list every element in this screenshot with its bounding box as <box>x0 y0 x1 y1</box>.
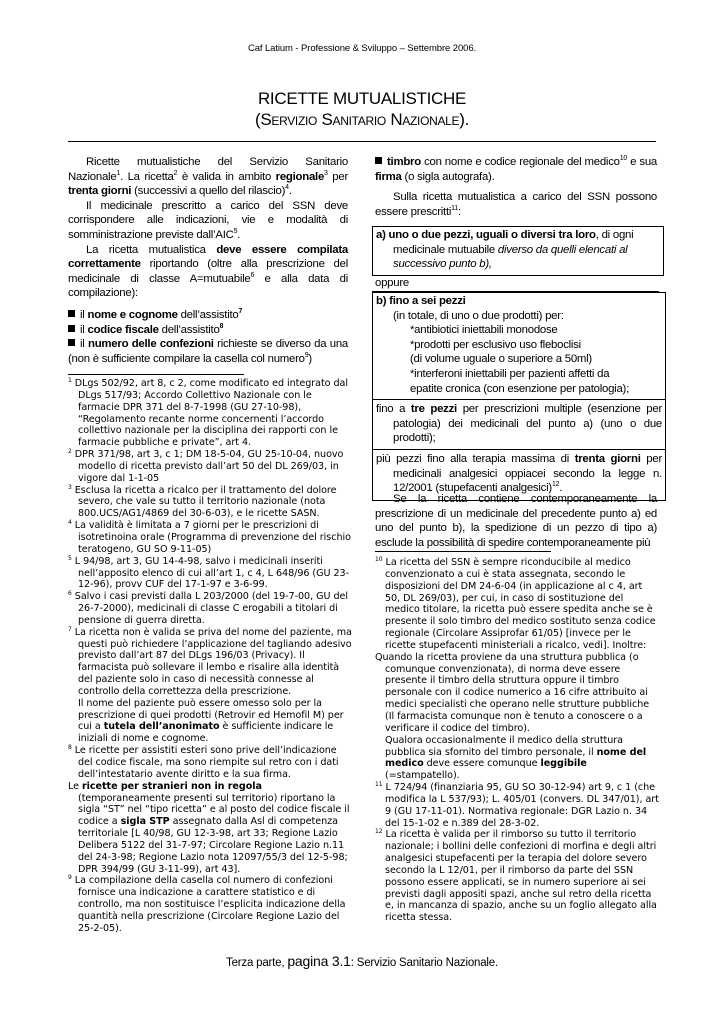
footnote-10: $^{10}$ La ricetta del SSN è sempre riconducibile al medico convenzionato a cui è stata assegnata, secondo le disposizioni del DM 24-6-04 (in applicazione al c 4, art 50, DL 269/03), per cui, in caso di sostituzione del medico titolare, la ricetta può essere spedita anche se è presente il solo timbro del medico sostituto senza codice regionale (Circolare Assiprofar 61/05) [invece per le ricette stupefacenti ministeriali a ricalco, vedi]. Inoltre: <box>375 555 656 651</box>
footnote-12: $^{12}$ La ricetta è valida per il rimborso su tutto il territorio nazionale; i bollini delle confezioni di morfina e degli altri analgesici stupefacenti per la terapia del dolore severo secondo la L 12/01, per il rimborso da parte del SSN possono essere applicati, se in numero superiore ai sei previsti dagli appositi spazi, anche sul retro della ricetta e, in mancanza di spazio, anche su un foglio allegato alla ricetta stessa. <box>375 828 657 924</box>
left-footnotes <box>68 378 352 935</box>
page-title <box>0 88 724 130</box>
footnote-11: $^{11}$ L 724/94 (finanziaria 95, GU SO 30-12-94) art 9, c 1 (che modifica la L 537/93); L. 405/01 (convers. DL 347/01), art 9 (GU 17-11-01). Normativa regionale: DGR Lazio n. 34 del 15-1-02 e n.389 del 28-3-02. <box>375 780 659 829</box>
paragraph-contemporanea: Se la ricetta contiene contemporaneamente la prescrizione di un medicinale del precedente punto a) ed uno del punto b), la spedizione di un pezzo di tipo a) esclude la possibilità di spedire contemporaneamente più <box>375 493 657 549</box>
square-bullet-icon <box>68 310 75 317</box>
paragraph-compilazione: La ricetta mutualistica deve essere compilata correttamente riportando (oltre alla prescrizione del medicinale di classe A=mutuabile$^6$ e alla data di compilazione): <box>68 243 349 300</box>
square-bullet-icon <box>68 325 75 332</box>
footnote-8-stranieri: Le ricette per stranieri non in regola (temporaneamente presenti sul territorio) riportano la sigla “ST” nel “tipo ricetta” e al posto del codice fiscale il codice a sigla STP assegnato dalla Asl di competenza territoriale [L 40/98, GU 12-3-98, art 33; Regione Lazio Delibera 5122 del 31-7-97; Circolare Regione Lazio n.11 del 24-3-98; Regione Lazio nota 12097/55/3 del 12-5-98; DPR 394/99 (GU 3-11-99), art 43]. <box>68 780 350 875</box>
oppure-label: oppure <box>375 277 409 289</box>
footnote-3: $^3$ Esclusa la ricetta a ricalco per il trattamento del dolore severo, che vale su tutto il territorio nazionale (nota 800.UCS/AG1/4869 del 30-6-03), e le ricette SASN. <box>68 483 337 520</box>
title-line-2: (Servizio Sanitario Nazionale). <box>254 110 470 129</box>
footnote-8: $^8$ Le ricette per assistiti esteri sono prive dell’indicazione del codice fiscale, ma sono riempite sul retro con i dati dell’intestatario avente diritto e la sua firma. <box>68 743 339 780</box>
bullet-numero-confezioni: il numero delle confezioni richieste se diverso da una (non è sufficiente compilare la casella col numero$^9$) <box>68 338 349 365</box>
footnote-10-qualora: Qualora occasionalmente il medico della struttura pubblica sia sfornito del timbro personale, il nome del medico deve essere comunque leggibile (=stampatello). <box>385 734 647 782</box>
option-tre-pezzi: fino a tre pezzi per prescrizioni multiple (esenzione per patologia) dei medicinali del punto a) (uno o due prodotti); <box>376 403 663 445</box>
square-bullet-icon <box>68 339 75 346</box>
square-bullet-icon <box>375 157 382 164</box>
footnote-7: $^7$ La ricetta non è valida se priva del nome del paziente, ma questi può richiedere l’applicazione del tagliando adesivo previsto dall’art 87 del DLgs 196/03 (Privacy). Il farmacista può sollevare il lembo e risalire alla identità del paziente solo in caso di necessità connesse al controllo della correttezza della prescrizione. <box>68 625 352 697</box>
right-column-body <box>375 155 657 219</box>
option-trenta-giorni: più pezzi fino alla terapia massima di trenta giorni per medicinali analgesici oppiacei secondo la legge n. 12/2001 (stupefacenti analgesici)$^{12}$. <box>376 452 662 495</box>
footnote-2: $^2$ DPR 371/98, art 3, c 1; DM 18-5-04, GU 25-10-04, nuovo modello di ricetta previsto dall’art 50 del DL 269/03, in vigore dal 1-1-05 <box>68 447 344 484</box>
box-option-b: b) fino a sei pezzi (in totale, di uno o due prodotti) per: *antibiotici iniettabili monodose *prodotti per esclusivo uso fleboclisi (di volume uguale o superiore a 50ml) *interferoni iniettabili per pazienti affetti da epatite cronica (con esenzione per patologia); fino a tre pezzi per prescrizioni multiple (esenzione per patologia) dei medicinali del punto a) (uno o due prodotti); più pezzi fino alla terapia massima di trenta giorni per medicinali analgesici oppiacei secondo la legge n. 12/2001 (stupefacenti analgesici)$^{12}$. <box>372 292 666 501</box>
running-header: Caf Latium - Professione & Sviluppo – Settembre 2006. <box>247 43 477 54</box>
box-option-a: a) uno o due pezzi, uguali o diversi tra loro, di ogni medicinale mutuabile diverso da quelli elencati al successivo punto b), <box>372 226 664 276</box>
bullet-codice-fiscale: il codice fiscale dell’assistito$^8$ <box>68 323 348 338</box>
right-footnotes <box>375 557 659 924</box>
title-line-1: RICETTE MUTUALISTICHE <box>257 89 467 108</box>
paragraph-medicinale: Il medicinale prescritto a carico del SSN deve corrispondere alle indicazioni, vie e modalità di somministrazione previste dall’AIC$^5$. <box>68 199 348 241</box>
footnote-divider-right <box>375 551 551 552</box>
footnote-divider-left <box>68 374 244 375</box>
paragraph-intro: Ricette mutualistiche del Servizio Sanitario Nazionale$^1$. La ricetta$^2$ è valida in ambito regionale$^3$ per trenta giorni (successivi a quello del rilascio)$^4$. <box>68 156 348 198</box>
title-divider <box>68 141 656 142</box>
footnote-6: $^6$ Salvo i casi previsti dalla L 203/2000 (del 19-7-00, GU del 26-7-2000), medicinali di classe C erogabili a titolari di pensione di guerra diretta. <box>68 590 348 626</box>
bullet-nome-cognome: il nome e cognome dell’assistito$^7$ <box>68 308 348 323</box>
paragraph-prescritti: Sulla ricetta mutualistica a carico del SSN possono essere prescritti$^{11}$: <box>375 191 657 218</box>
bullet-timbro: timbro con nome e codice regionale del medico$^{10}$ e sua firma (o sigla autografa). <box>375 155 658 183</box>
footnote-7-continued: Il nome del paziente può essere omesso solo per la prescrizione di quei prodotti (Retrovir ed Hemofil M) per cui a tutela dell’anonimato è sufficiente indicare le iniziali di nome e cognome. <box>78 697 344 745</box>
footnote-9: $^9$ La compilazione della casella col numero di confezioni fornisce una indicazione a carattere statistico e di controllo, ma non sostituisce l’esplicita indicazione della quantità nella prescrizione (Circolare Regione Lazio del 25-2-05). <box>68 874 346 934</box>
footnote-1: $^1$ DLgs 502/92, art 8, c 2, come modificato ed integrato dal DLgs 517/93; Accordo Collettivo Nazionale con le farmacie DPR 371 del 8-7-1998 (GU 27-10-98), “Regolamento recante norme concernenti l’accordo collettivo nazionale per la disciplina dei rapporti con le farmacie pubbliche e private”, art 4. <box>68 376 348 449</box>
footnote-5: $^5$ L 94/98, art 3, GU 14-4-98, salvo i medicinali inseriti nell’apposito elenco di cui all’art 1, c 4, L 648/96 (GU 23-12-96), provv CUF del 17-1-97 e 3-6-99. <box>68 554 349 591</box>
footnote-10-struttura: Quando la ricetta proviene da una struttura pubblica (o comunque convenzionata), di norma deve essere presente il timbro della struttura oppure il timbro personale con il codice numerico a 16 cifre attribuito ai medici specialisti che operano nelle strutture pubbliche (Il farmacista comunque non è tenuto a conoscere o a verificare il codice del timbro). <box>375 651 650 734</box>
footnote-4: $^4$ La validità è limitata a 7 giorni per le prescrizioni di isotretinoina orale (Programma di prevenzione del rischio teratogeno, GU SO 9-11-05) <box>68 518 351 555</box>
page-footer: Terza parte, pagina 3.1: Servizio Sanitario Nazionale. <box>226 953 498 969</box>
left-column-body <box>68 155 348 366</box>
